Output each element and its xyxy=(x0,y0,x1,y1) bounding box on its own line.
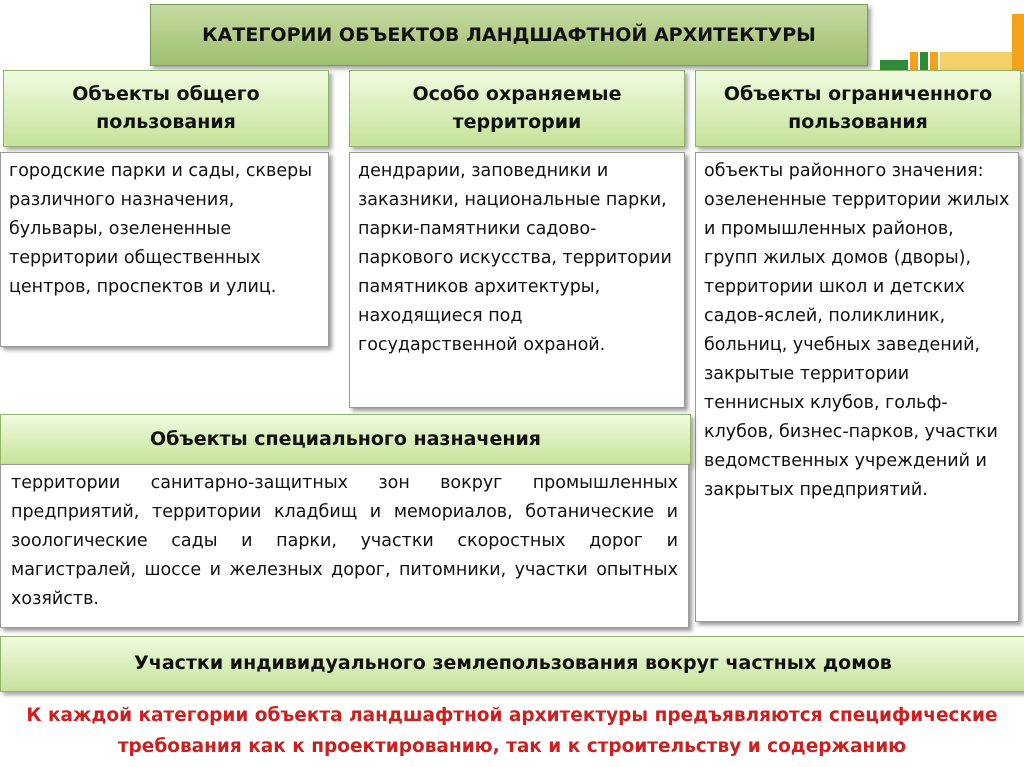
category-body-public: городские парки и сады, скверы различного назначения, бульвары, озелененные территории общественных центров, проспектов и улиц. xyxy=(0,152,329,347)
logo-decoration xyxy=(880,52,1024,72)
requirements-note: К каждой категории объекта ландшафтной архитектуры предъявляются специфические требования как к проектированию, так и к строительству и содержанию xyxy=(26,704,998,757)
category-body-protected: дендрарии, заповедники и заказники, национальные парки, парки-памятники садово-паркового искусства, территории памятников архитектуры, находящиеся под государственной охраной. xyxy=(349,152,685,408)
category-header-restricted: Объекты ограниченного пользования xyxy=(695,70,1021,147)
category-body-restricted: объекты районного значения: озелененные территории жилых и промышленных районов, групп жилых домов (дворы), территории школ и детских садов-яслей, поликлиник, больниц, учебных заведений, закрытые территории теннисных клубов, гольф-клубов, бизнес-парков, участки ведомственных учреждений и закрытых предприятий. xyxy=(695,152,1019,622)
decoration-corner-bar xyxy=(1012,14,1024,72)
individual-plots-banner: Участки индивидуального землепользования вокруг частных домов xyxy=(0,636,1024,692)
category-header-protected: Особо охраняемые территории xyxy=(349,70,685,147)
category-body-special: территории санитарно-защитных зон вокруг промышленных предприятий, территории кладбищ и мемориалов, ботанические и зоологические сады и парки, участки скоростных дорог и магистралей, шоссе и железных дорог, питомники, участки опытных хозяйств. xyxy=(0,464,689,628)
category-header-special: Объекты специального назначения xyxy=(0,414,691,465)
page-title: КАТЕГОРИИ ОБЪЕКТОВ ЛАНДШАФТНОЙ АРХИТЕКТУРЫ xyxy=(150,4,868,66)
category-header-public: Объекты общего пользования xyxy=(3,70,329,147)
